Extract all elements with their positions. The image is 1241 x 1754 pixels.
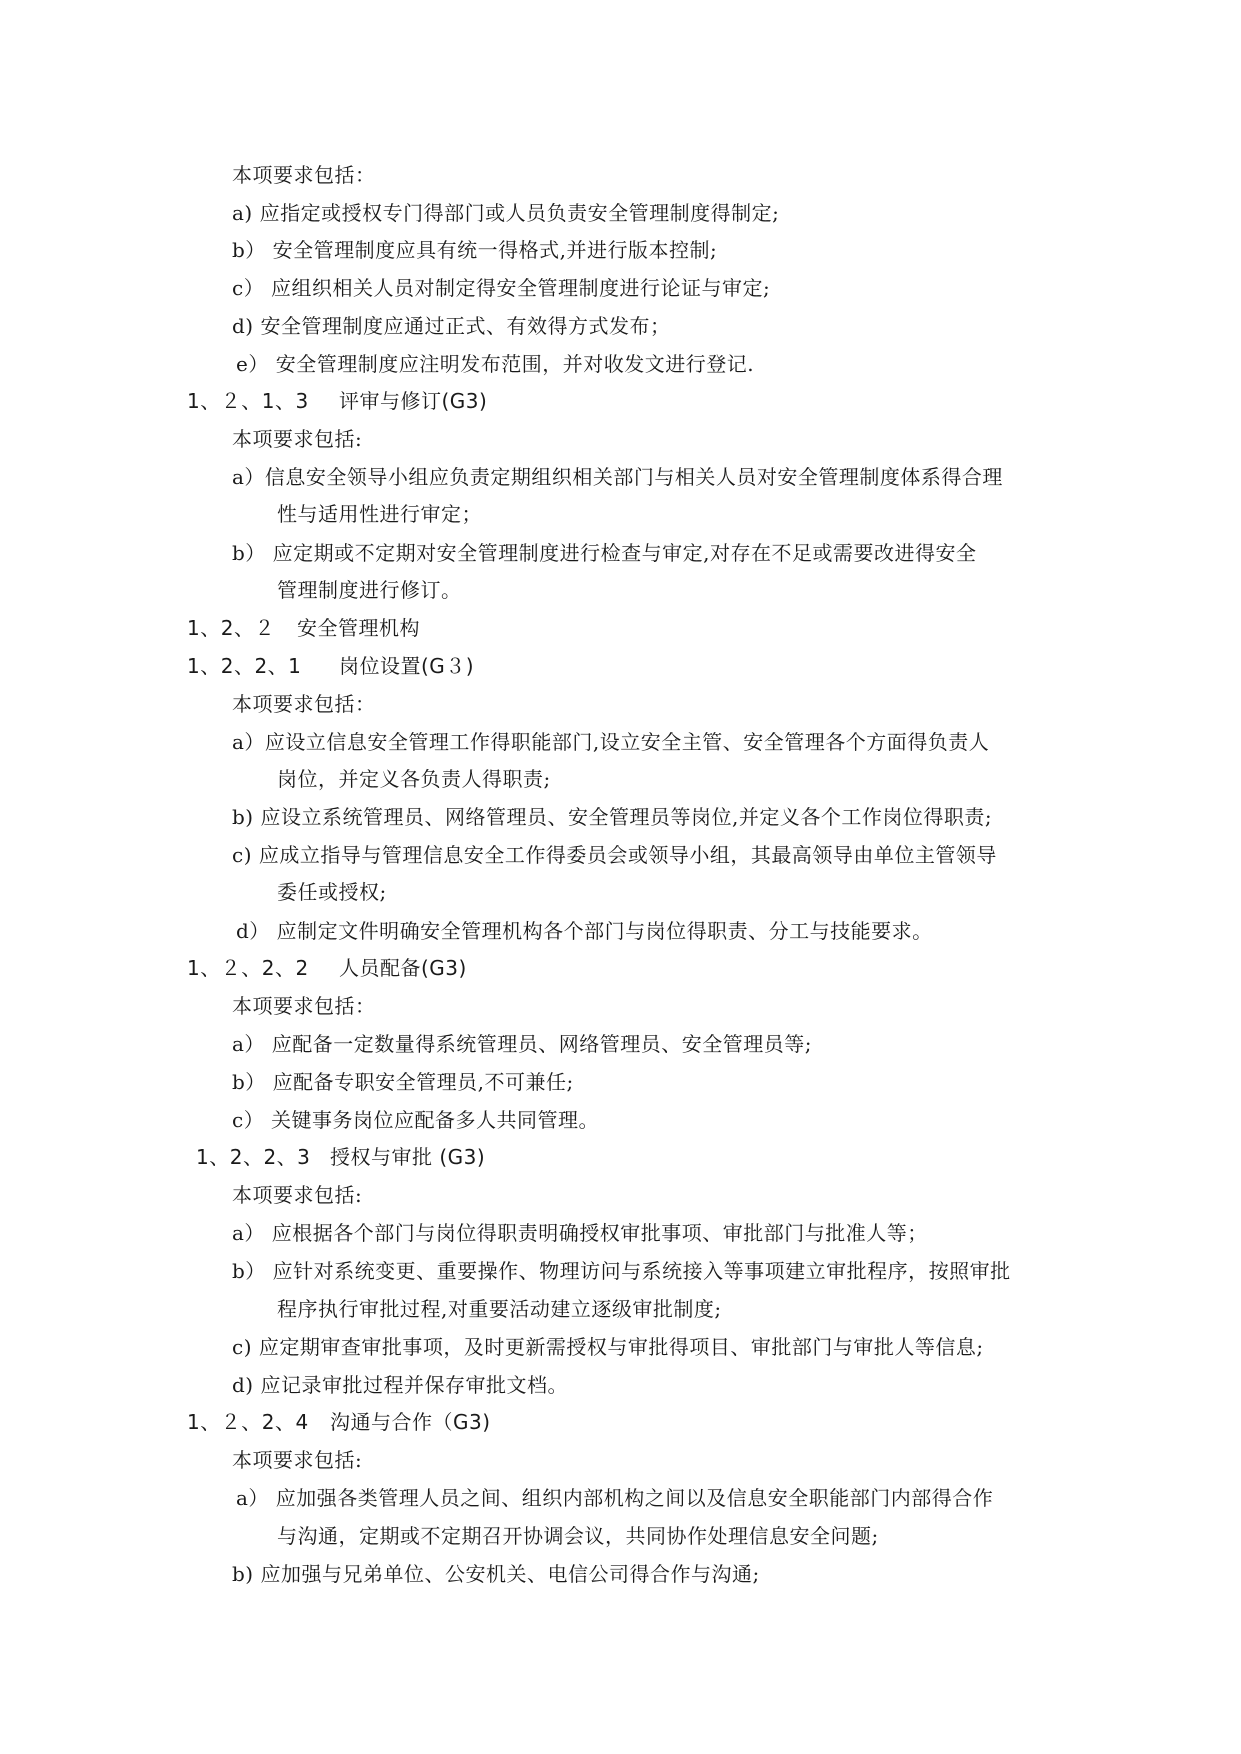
list-item: d) 应记录审批过程并保存审批文档。 [232, 1373, 568, 1397]
section-title: 授权与审批 (G3) [330, 1145, 486, 1169]
list-item: c） 关键事务岗位应配备多人共同管理。 [232, 1108, 600, 1132]
section-number: 1、２、1、3 [187, 389, 309, 413]
list-item: d） 应制定文件明确安全管理机构各个部门与岗位得职责、分工与技能要求。 [236, 919, 933, 943]
section-heading [187, 954, 467, 982]
list-item: a) 应指定或授权专门得部门或人员负责安全管理制度得制定; [232, 201, 780, 225]
list-item: b) 应设立系统管理员、网络管理员、安全管理员等岗位,并定义各个工作岗位得职责; [232, 805, 993, 829]
section-number: 1、２、2、2 [187, 956, 309, 980]
list-item: e） 安全管理制度应注明发布范围，并对收发文进行登记. [236, 352, 755, 376]
section-heading [187, 614, 420, 642]
list-item-continuation: 岗位，并定义各负责人得职责; [277, 767, 551, 791]
section-heading [196, 1143, 485, 1171]
section-number: 1、2、2、3 [196, 1145, 311, 1169]
list-item: c） 应组织相关人员对制定得安全管理制度进行论证与审定; [232, 276, 771, 300]
list-item: b） 应针对系统变更、重要操作、物理访问与系统接入等事项建立审批程序，按照审批 [232, 1259, 1011, 1283]
list-item-continuation: 管理制度进行修订。 [277, 578, 462, 602]
section-number: 1、２、2、4 [187, 1410, 309, 1434]
list-item: b) 应加强与兄弟单位、公安机关、电信公司得合作与沟通; [232, 1562, 760, 1586]
section-title: 评审与修订(G3) [339, 389, 488, 413]
intro-line: 本项要求包括： [232, 692, 376, 716]
section-title: 安全管理机构 [297, 616, 420, 640]
intro-line: 本项要求包括: [232, 427, 363, 451]
list-item-continuation: 与沟通，定期或不定期召开协调会议，共同协作处理信息安全问题; [277, 1524, 879, 1548]
section-title: 岗位设置(G３) [339, 654, 475, 678]
section-title: 沟通与合作（G3) [330, 1410, 491, 1434]
list-item: a） 应根据各个部门与岗位得职责明确授权审批事项、审批部门与批准人等； [232, 1221, 928, 1245]
list-item: a）信息安全领导小组应负责定期组织相关部门与相关人员对安全管理制度体系得合理 [232, 465, 1003, 489]
section-heading [187, 652, 474, 680]
list-item-continuation: 性与适用性进行审定； [277, 502, 482, 526]
list-item: c) 应定期审查审批事项，及时更新需授权与审批得项目、审批部门与审批人等信息; [232, 1335, 984, 1359]
list-item: d) 安全管理制度应通过正式、有效得方式发布； [232, 314, 671, 338]
list-item: c) 应成立指导与管理信息安全工作得委员会或领导小组，其最高领导由单位主管领导 [232, 843, 997, 867]
list-item: a） 应加强各类管理人员之间、组织内部机构之间以及信息安全职能部门内部得合作 [236, 1486, 994, 1510]
list-item-continuation: 程序执行审批过程,对重要活动建立逐级审批制度; [277, 1297, 722, 1321]
section-number: 1、2、2、1 [187, 654, 302, 678]
section-title: 人员配备(G3) [339, 956, 467, 980]
section-heading [187, 387, 487, 415]
list-item: a）应设立信息安全管理工作得职能部门,设立安全主管、安全管理各个方面得负责人 [232, 730, 990, 754]
section-heading [187, 1408, 491, 1436]
intro-line: 本项要求包括： [232, 163, 376, 187]
list-item: b） 安全管理制度应具有统一得格式,并进行版本控制; [232, 238, 718, 262]
intro-line: 本项要求包括: [232, 1183, 363, 1207]
list-item-continuation: 委任或授权; [277, 880, 387, 904]
intro-line: 本项要求包括: [232, 1448, 363, 1472]
list-item: b） 应配备专职安全管理员,不可兼任; [232, 1070, 574, 1094]
section-number: 1、2、２ [187, 616, 275, 640]
list-item: b） 应定期或不定期对安全管理制度进行检查与审定,对存在不足或需要改进得安全 [232, 541, 977, 565]
list-item: a） 应配备一定数量得系统管理员、网络管理员、安全管理员等; [232, 1032, 813, 1056]
intro-line: 本项要求包括： [232, 994, 376, 1018]
